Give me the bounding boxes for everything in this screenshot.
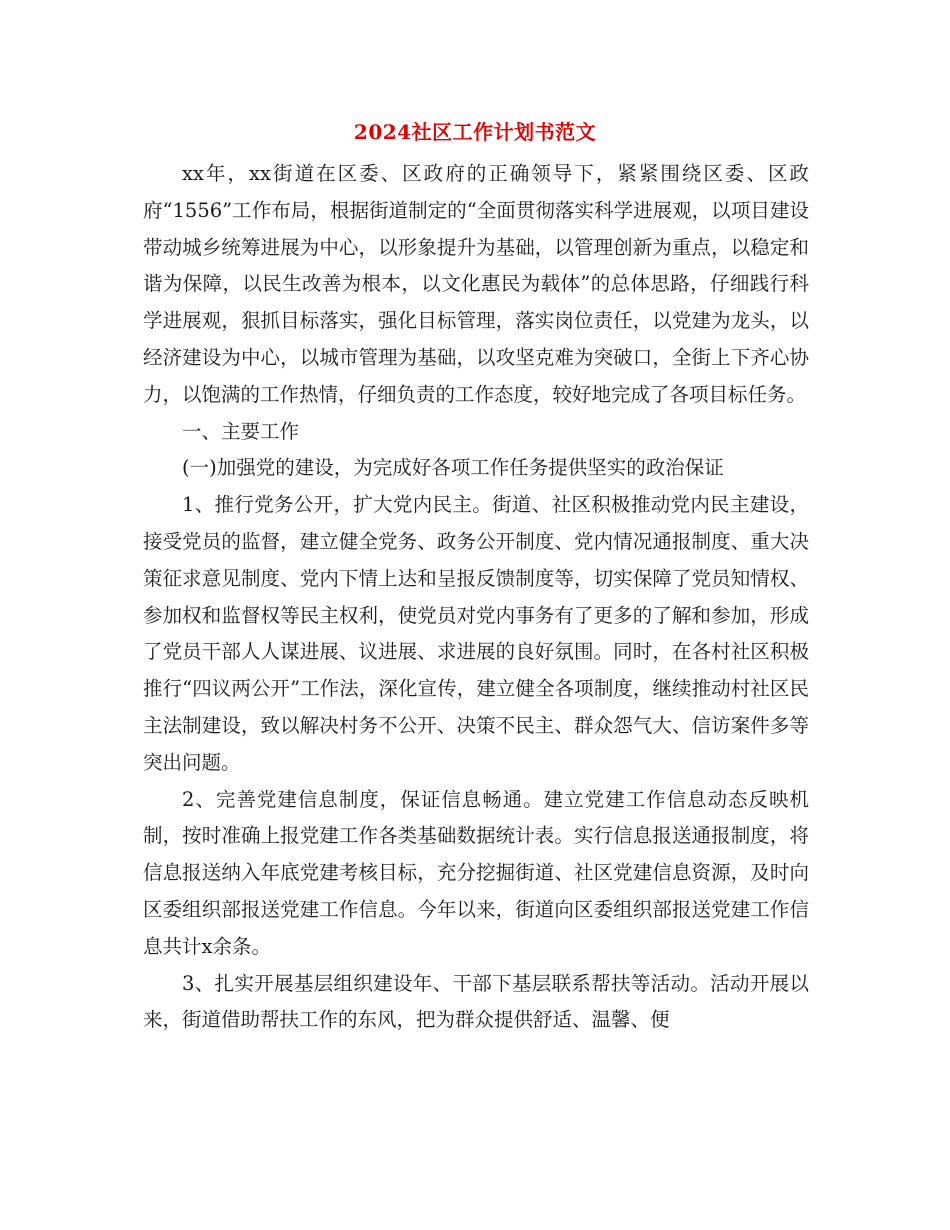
paragraph-item-1: 1、推行党务公开，扩大党内民主。街道、社区积极推动党内民主建设，接受党员的监督，建立健全党务、政务公开制度、党内情况通报制度、重大决策征求意见制度、党内下情上达和呈报反馈制度等，切实保障了党员知情权、参加权和监督权等民主权利，使党员对党内事务有了更多的了解和参加，形成了党员干部人人谋进展、议进展、求进展的良好氛围。同时，在各村社区积极推行“四议两公开”工作法，深化宣传，建立健全各项制度，继续推动村社区民主法制建设，致以解决村务不公开、决策不民主、群众怨气大、信访案件多等突出问题。 — [143, 493, 809, 774]
subsection-heading-party-building: (一)加强党的建设，为完成好各项工作任务提供坚实的政治保证 — [182, 456, 724, 480]
section-heading-main-work: 一、主要工作 — [182, 419, 300, 443]
intro-paragraph: xx年，xx街道在区委、区政府的正确领导下，紧紧围绕区委、区政府“1556”工作布局，根据街道制定的“全面贯彻落实科学进展观，以项目建设带动城乡统筹进展为中心，以形象提升为基础，以管理创新为重点，以稳定和谐为保障，以民生改善为根本，以文化惠民为载体”的总体思路，仔细践行科学进展观，狠抓目标落实，强化目标管理，落实岗位责任，以党建为龙头，以经济建设为中心，以城市管理为基础，以攻坚克难为突破口，全街上下齐心协力，以饱满的工作热情，仔细负责的工作态度，较好地完成了各项目标任务。 — [143, 162, 809, 406]
document-body — [143, 156, 809, 1039]
paragraph-item-2: 2、完善党建信息制度，保证信息畅通。建立党建工作信息动态反映机制，按时准确上报党建工作各类基础数据统计表。实行信息报送通报制度，将信息报送纳入年底党建考核目标，充分挖掘街道、社区党建信息资源，及时向区委组织部报送党建工作信息。今年以来，街道向区委组织部报送党建工作信息共计x余条。 — [143, 787, 809, 958]
document-title: 2024社区工作计划书范文 — [353, 120, 597, 144]
paragraph-item-3: 3、扎实开展基层组织建设年、干部下基层联系帮扶等活动。活动开展以来，街道借助帮扶工作的东风，把为群众提供舒适、温馨、便 — [143, 971, 809, 1032]
